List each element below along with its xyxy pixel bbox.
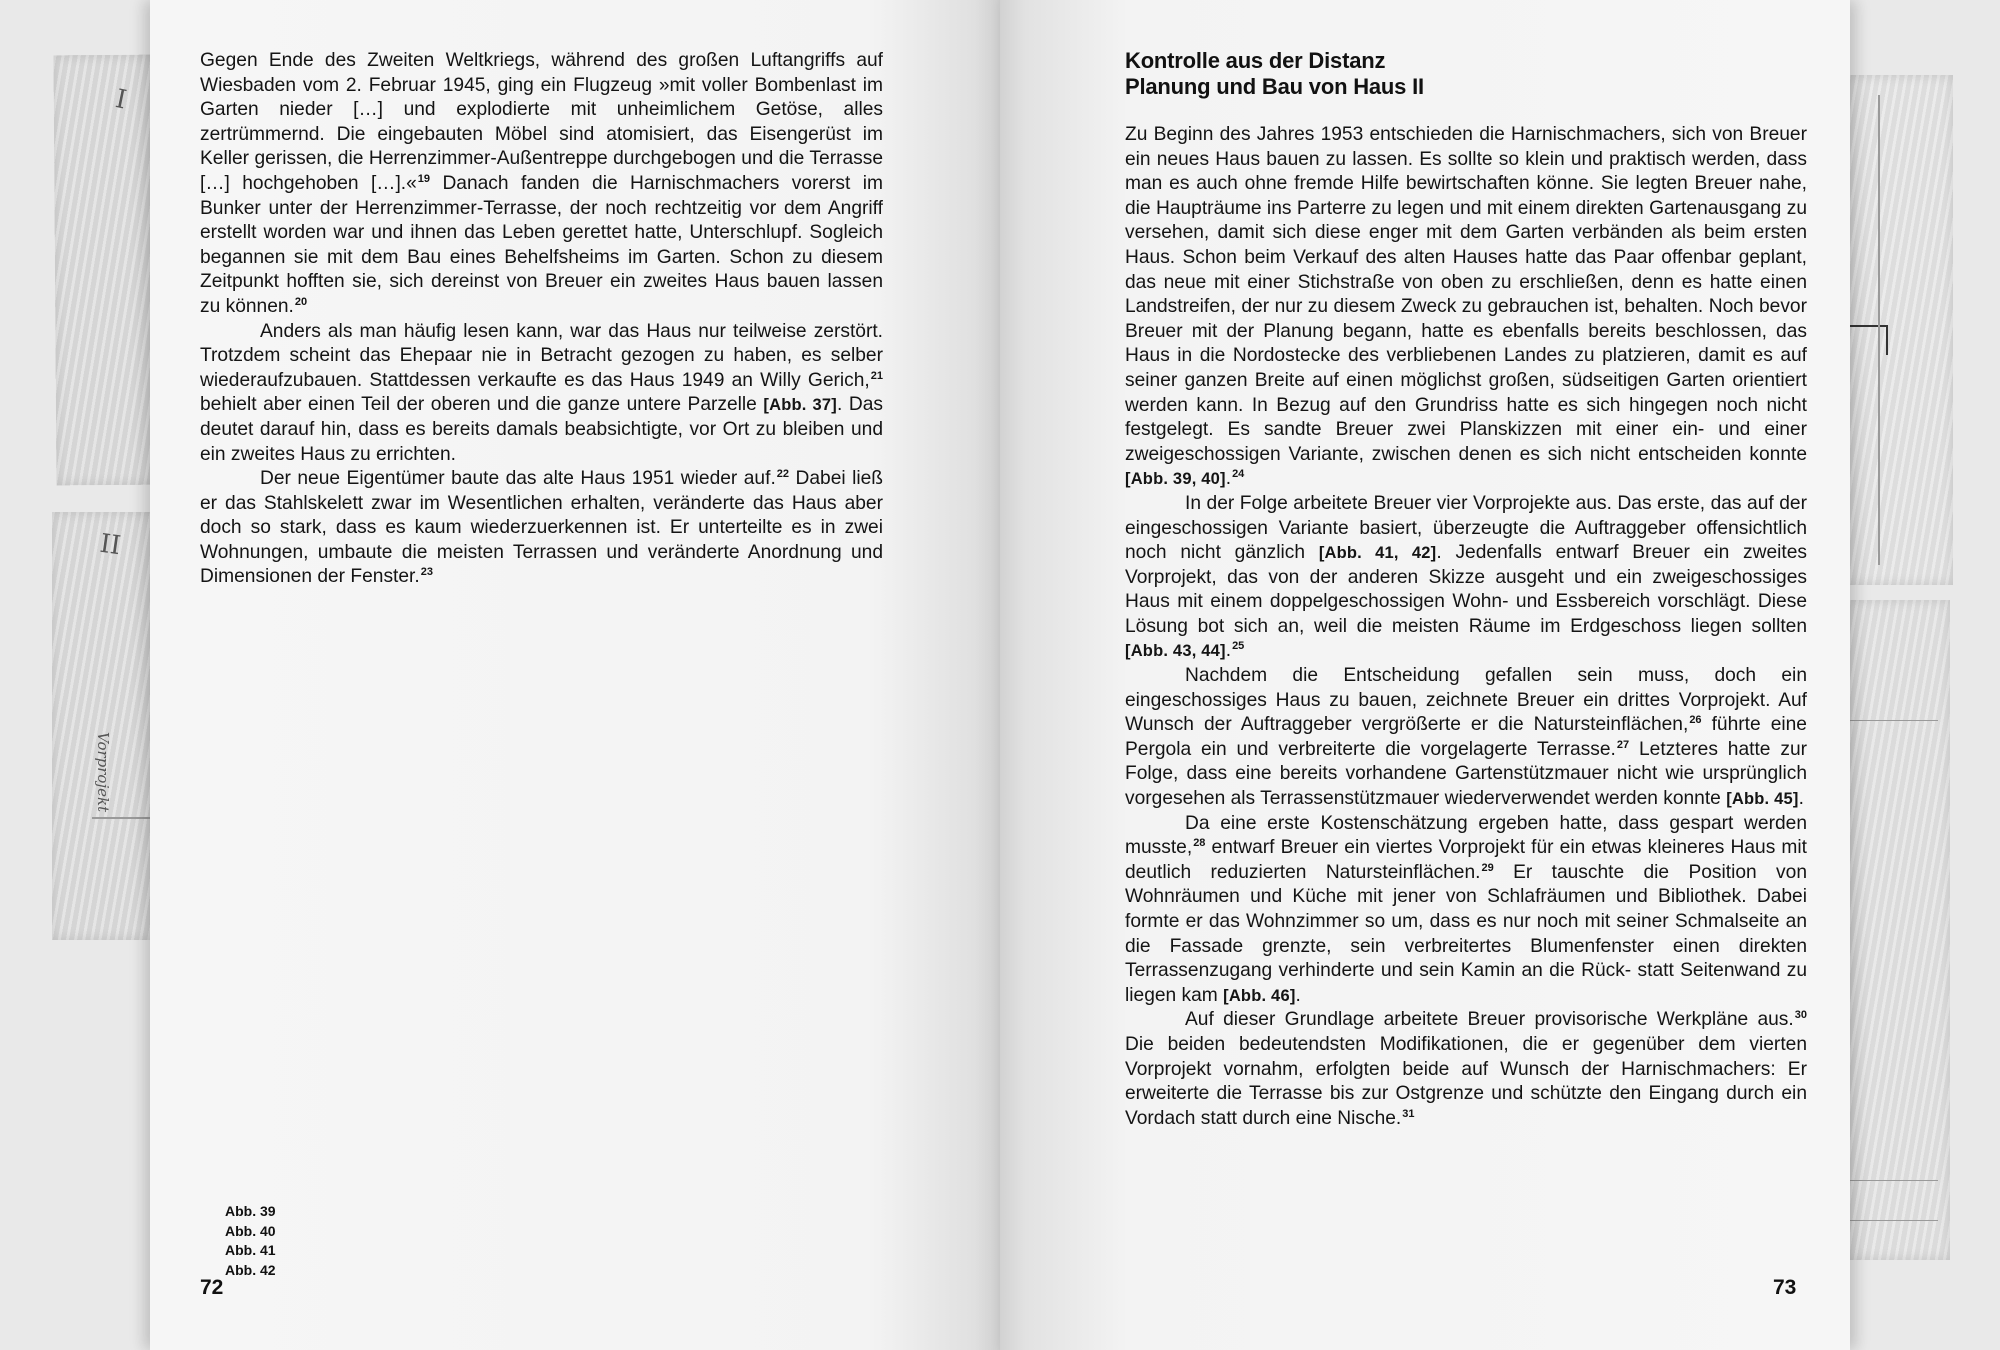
footnote-marker: 21 <box>870 369 883 382</box>
footnote-marker: 31 <box>1402 1107 1415 1120</box>
text-run: Dabei ließ er das Stahlskelett zwar im Wesentlichen erhalten, veränderte das Haus aber doch so stark, dass es kaum wiederzuerkennen ist. Er unterteilte es in zwei Wohnungen, umbaute die meisten Terrassen und veränderte Anordnung und Dimensionen der Fenster. <box>200 468 884 588</box>
figure-ref: [Abb. 43, 44] <box>1125 642 1226 661</box>
footnote-marker: 28 <box>1193 837 1206 850</box>
plan-line <box>1886 325 1888 355</box>
plan-line <box>1848 720 1938 721</box>
sheet-rule-line <box>92 817 155 819</box>
right-body-text <box>1125 123 1807 1131</box>
figure-reference: Abb. 41 <box>225 1242 276 1258</box>
text-run: . <box>1798 788 1804 810</box>
figure-reference: Abb. 42 <box>225 1261 276 1278</box>
text-run: Nachdem die Entscheidung gefallen sein muss, doch ein eingeschossiges Haus zu bauen, zeichnete Breuer ein drittes Vorprojekt. Auf Wunsch der Auftraggeber vergrößerte er die Natursteinflächen, <box>1125 665 1807 736</box>
left-body-text <box>200 49 883 590</box>
body-paragraph <box>1125 1008 1807 1131</box>
figure-reference: Abb. 39 <box>225 1203 276 1219</box>
text-run: . <box>1225 468 1232 490</box>
figure-ref: [Abb. 46] <box>1223 986 1296 1005</box>
footnote-marker: 29 <box>1481 861 1494 874</box>
text-run: Gegen Ende des Zweiten Weltkriegs, während des großen Luftangriffs auf Wiesbaden vom 2. Februar 1945, ging ein Flugzeug »mit voller Bombenlast im Garten nieder […] und explodierte mit unheimlichem Getöse, alles zertrümmernd. Die eingebauten Möbel sind atomisiert, das Eisengerüst im Keller gerissen, die Herrenzimmer-Außentreppe durchgebogen und die Terrasse […] hochgehoben […].« <box>200 50 883 194</box>
right-page <box>1000 0 1850 1350</box>
page-number-left: 72 <box>200 1276 224 1299</box>
figure-ref: [Abb. 39, 40] <box>1125 470 1226 489</box>
body-paragraph <box>200 467 883 590</box>
text-run: . Das deutet darauf hin, dass es bereits damals beabsichtigte, vor Ort zu bleiben und ein zweites Haus zu errichten. <box>200 394 883 465</box>
figure-ref: [Abb. 37] <box>763 396 837 415</box>
body-paragraph <box>1125 664 1807 812</box>
footnote-marker: 30 <box>1794 1009 1807 1022</box>
footnote-marker: 25 <box>1232 640 1245 653</box>
footnote-marker: 24 <box>1232 468 1245 481</box>
plan-line <box>1848 1180 1938 1181</box>
body-paragraph <box>200 320 883 468</box>
heading-line-1: Kontrolle aus der Distanz <box>1125 48 1386 73</box>
text-run: Zu Beginn des Jahres 1953 entschieden die Harnischmachers, sich von Breuer ein neues Haus bauen zu lassen. Es sollte so klein und praktisch werden, dass man es auch ohne fremde Hilfe bewirtschaften könne. Sie legten Breuer nahe, die Haupträume ins Parterre zu legen und mit einem direkten Gartenausgang zu versehen, damit sich diese enger mit dem Garten verbänden als beim ersten Haus. Schon beim Verkauf des alten Hauses hatte das Paar offenbar geplant, das neue mit einer Stichstraße von oben zu erschließen, denn es hatte einen Landstreifen, der nur zu diesem Zweck zu gebrauchen ist, behalten. Noch bevor Breuer mit der Planung begann, hatte es ebenfalls bereits beschlossen, das Haus in die Nordostecke des verbliebenen Landes zu platzieren, damit es auf seiner ganzen Breite auf einen möglichst großen, südseitigen Garten orientiert werden kann. In Bezug auf den Grundriss hatte es sich hingegen noch nicht festgelegt. Es sandte Breuer zwei Planskizzen mit einer ein- und einer zweigeschossigen Variante, zwischen denen es sich nicht entscheiden konnte <box>1125 124 1807 465</box>
figure-reference-list <box>225 1202 276 1280</box>
text-run: . <box>1225 640 1232 662</box>
plan-line <box>1848 1220 1938 1221</box>
text-run: führte eine Pergola ein und verbreiterte die vorgelagerte Terrasse. <box>1125 714 1807 760</box>
left-page <box>150 0 1000 1350</box>
plan-line <box>1878 95 1880 565</box>
text-run: In der Folge arbeitete Breuer vier Vorprojekte aus. Das erste, das auf der eingeschossigen Variante basiert, überzeugte die Auftraggeber offensichtlich noch nicht gänzlich <box>1125 492 1807 564</box>
text-run: Da eine erste Kostenschätzung ergeben hatte, dass gespart werden musste, <box>1125 812 1807 859</box>
text-run: Die beiden bedeutendsten Modifikationen, die er gegenüber dem vierten Vorprojekt vornahm, erfolgten beide auf Wunsch der Harnischmachers: Er erweiterte die Terrasse bis zur Ostgrenze und schützte den Eingang durch ein Vordach statt durch eine Nische. <box>1125 1033 1807 1129</box>
figure-reference: Abb. 40 <box>225 1222 276 1239</box>
text-run: Anders als man häufig lesen kann, war das Haus nur teilweise zerstört. Trotzdem scheint das Ehepaar nie in Betracht gezogen zu haben, es selber wiederaufzubauen. Stattdessen verkaufte es das Haus 1949 an Willy Gerich, <box>200 320 883 391</box>
heading-line-2: Planung und Bau von Haus II <box>1125 74 1424 99</box>
plan-line <box>1848 325 1888 327</box>
scanned-plan-sheet-1 <box>1848 75 1953 585</box>
text-run: Er tauschte die Position von Wohnräumen und Küche mit jener von Schlafräumen und Bibliothek. Dabei formte er das Wohnzimmer so um, dass es nur noch mit seiner Schmalseite an die Fassade grenzte, sein verbreitertes Blumenfenster einen direkten Terrassenzugang verhinderte und sein Kamin an die Rück- statt Seitenwand zu liegen kam <box>1125 861 1807 1006</box>
handwritten-note: Vorprojekt <box>94 732 112 813</box>
body-paragraph <box>1125 812 1807 1009</box>
text-run: Der neue Eigentümer baute das alte Haus 1951 wieder auf. <box>260 468 776 490</box>
chapter-heading <box>1125 48 1424 100</box>
footnote-marker: 27 <box>1616 738 1630 751</box>
text-run: Auf dieser Grundlage arbeitete Breuer provisorische Werkpläne aus. <box>1185 1009 1794 1031</box>
footnote-marker: 23 <box>420 566 433 579</box>
figure-ref: [Abb. 41, 42] <box>1318 544 1437 563</box>
footnote-marker: 19 <box>417 172 431 185</box>
scanned-sketch-sheet-1 <box>54 55 157 486</box>
page-number-right: 73 <box>1773 1276 1797 1299</box>
scanned-plan-sheet-2 <box>1848 600 1950 1260</box>
sheet-mark-2: II <box>98 528 123 562</box>
text-run: behielt aber einen Teil der oberen und die ganze untere Parzelle <box>200 394 764 416</box>
figure-ref: [Abb. 45] <box>1726 790 1799 809</box>
body-paragraph <box>1125 492 1807 664</box>
footnote-marker: 20 <box>294 295 308 308</box>
text-run: . <box>1295 984 1301 1006</box>
scanned-sketch-sheet-2 <box>52 512 155 940</box>
body-paragraph <box>200 49 883 320</box>
footnote-marker: 22 <box>776 468 790 481</box>
text-run: Danach fanden die Harnischmachers vorerst im Bunker unter der Herrenzimmer-Terrasse, der noch rechtzeitig vor dem Angriff erstellt worden war und ihnen das Leben gerettet hatte, Unterschlupf. Sogleich begannen sie mit dem Bau eines Behelfsheims im Garten. Schon zu diesem Zeitpunkt hofften sie, sich dereinst von Breuer ein zweites Haus bauen lassen zu können. <box>200 172 883 317</box>
sheet-mark-1: I <box>112 84 130 116</box>
footnote-marker: 26 <box>1689 714 1702 727</box>
text-run: Letzteres hatte zur Folge, dass eine bereits vorhandene Gartenstützmauer nicht wie ursprünglich vorgesehen als Terrassenstützmauer wiederverwendet werden konnte <box>1125 738 1808 810</box>
text-run: . Jedenfalls entwarf Breuer ein zweites Vorprojekt, das von der anderen Skizze ausgeht und ein zweigeschossiges Haus mit einem doppelgeschossigen Wohn- und Essbereich vorschlägt. Diese Lösung bot sich an, weil die meisten Räume im Erdgeschoss liegen sollten <box>1125 542 1807 637</box>
body-paragraph <box>1125 123 1807 492</box>
text-run: entwarf Breuer ein viertes Vorprojekt für ein etwas kleineres Haus mit deutlich reduzierten Natursteinflächen. <box>1125 837 1807 883</box>
